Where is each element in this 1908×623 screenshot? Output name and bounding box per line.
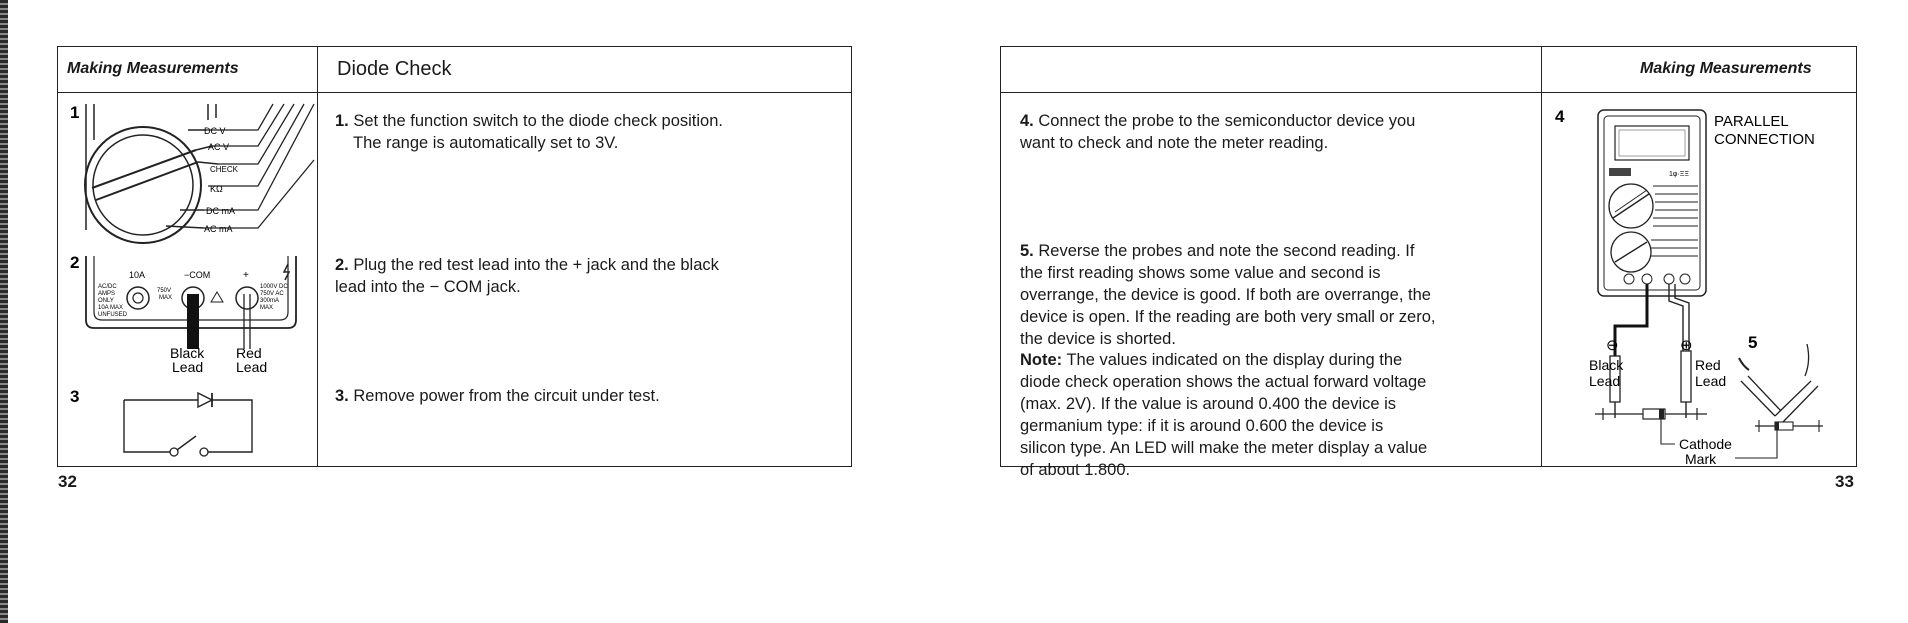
step-5-number: 5. — [1020, 242, 1034, 260]
note-line-5: silicon type. An LED will make the meter display a value — [1020, 439, 1428, 457]
step-1-number: 1. — [335, 112, 349, 130]
step-4-text — [1020, 110, 1530, 154]
figure-3-diode-circuit — [58, 384, 316, 464]
svg-text:DC V: DC V — [204, 126, 226, 136]
page-title: Diode Check — [337, 58, 452, 80]
step-2-text — [335, 254, 835, 298]
note-line-6: of about 1.800. — [1020, 461, 1131, 479]
svg-text:AC/DC: AC/DC — [98, 284, 117, 290]
svg-text:1000V DC: 1000V DC — [260, 284, 288, 290]
step-3-line-1: Remove power from the circuit under test. — [353, 387, 660, 405]
svg-text:Lead: Lead — [1589, 373, 1621, 389]
step-1-text — [335, 110, 835, 154]
svg-text:300mA: 300mA — [260, 298, 280, 304]
book-binding-edge — [0, 0, 8, 623]
svg-text:⊕: ⊕ — [1680, 337, 1693, 354]
svg-text:Red: Red — [1695, 357, 1721, 373]
svg-text:KΩ: KΩ — [210, 184, 223, 194]
left-header-divider — [57, 92, 852, 93]
note-text — [1020, 349, 1540, 481]
svg-text:DC mA: DC mA — [206, 206, 235, 216]
left-page-number: 32 — [58, 472, 77, 491]
step-5-line-4: device is open. If the reading are both very small or zero, — [1020, 308, 1436, 326]
svg-text:10A MAX: 10A MAX — [98, 305, 124, 311]
step-4-line-2: want to check and note the meter reading. — [1020, 134, 1329, 152]
left-column-divider — [317, 46, 318, 467]
note-label: Note: — [1020, 351, 1063, 369]
step-4-line-1: Connect the probe to the semiconductor device you — [1038, 112, 1416, 130]
svg-text:Mark: Mark — [1685, 451, 1717, 466]
step-4-number: 4. — [1020, 112, 1034, 130]
figure-3-number: 3 — [70, 387, 80, 406]
right-header-divider — [1000, 92, 1857, 93]
svg-text:MAX: MAX — [260, 305, 274, 311]
step-3-number: 3. — [335, 387, 349, 405]
figure-1-number: 1 — [70, 103, 80, 122]
svg-text:Cathode: Cathode — [1679, 436, 1732, 452]
svg-text:MAX: MAX — [159, 295, 173, 301]
step-2-line-1: Plug the red test lead into the + jack and the black — [353, 256, 719, 274]
right-header-section: Making Measurements — [1640, 60, 1812, 77]
svg-text:Red: Red — [236, 345, 262, 361]
svg-text:⊖: ⊖ — [1606, 337, 1619, 354]
step-5-line-5: the device is shorted. — [1020, 330, 1176, 348]
svg-text:−COM: −COM — [184, 270, 211, 280]
svg-text:UNFUSED: UNFUSED — [98, 312, 128, 318]
note-line-2: diode check operation shows the actual forward voltage — [1020, 373, 1427, 391]
svg-text:Lead: Lead — [1695, 373, 1727, 389]
svg-text:AC V: AC V — [208, 142, 230, 152]
step-1-line-2: The range is automatically set to 3V. — [353, 134, 619, 152]
right-page-number: 33 — [1835, 472, 1854, 491]
step-5-line-1: Reverse the probes and note the second reading. If — [1038, 242, 1415, 260]
right-column-divider — [1541, 46, 1542, 467]
svg-text:CONNECTION: CONNECTION — [1714, 131, 1815, 148]
svg-text:AC mA: AC mA — [204, 224, 233, 234]
svg-text:Black: Black — [170, 345, 205, 361]
note-line-4: germanium type: if it is around 0.600 the device is — [1020, 417, 1384, 435]
step-5-text — [1020, 240, 1540, 350]
figure-4-number: 4 — [1555, 107, 1565, 126]
step-2-number: 2. — [335, 256, 349, 274]
note-line-1: The values indicated on the display during the — [1066, 351, 1403, 369]
step-3-text — [335, 385, 835, 407]
svg-text:AMPS: AMPS — [98, 291, 116, 297]
svg-text:750V AC: 750V AC — [260, 291, 284, 297]
svg-text:750V: 750V — [157, 288, 172, 294]
svg-text:CHECK: CHECK — [210, 165, 239, 174]
svg-text:ONLY: ONLY — [98, 298, 114, 304]
svg-text:Lead: Lead — [172, 359, 204, 375]
svg-text:+: + — [243, 270, 249, 281]
step-1-line-1: Set the function switch to the diode check position. — [353, 112, 723, 130]
svg-text:1φ·ΞΞ: 1φ·ΞΞ — [1669, 171, 1689, 178]
svg-text:PARALLEL: PARALLEL — [1714, 113, 1789, 130]
figure-4-5-parallel-connection — [1543, 96, 1855, 466]
svg-text:Black: Black — [1589, 357, 1624, 373]
left-header-section: Making Measurements — [67, 60, 239, 77]
figure-5-number: 5 — [1748, 333, 1758, 352]
step-5-line-2: the first reading shows some value and second is — [1020, 264, 1381, 282]
step-2-line-2: lead into the − COM jack. — [335, 278, 521, 296]
figure-2-number: 2 — [70, 253, 80, 272]
note-line-3: (max. 2V). If the value is around 0.400 the device is — [1020, 395, 1397, 413]
figure-1-function-switch — [58, 100, 316, 245]
step-5-line-3: overrange, the device is good. If both are overrange, the — [1020, 286, 1431, 304]
figure-2-input-jacks — [58, 250, 316, 380]
svg-text:Lead: Lead — [236, 359, 268, 375]
svg-text:10A: 10A — [129, 270, 146, 280]
